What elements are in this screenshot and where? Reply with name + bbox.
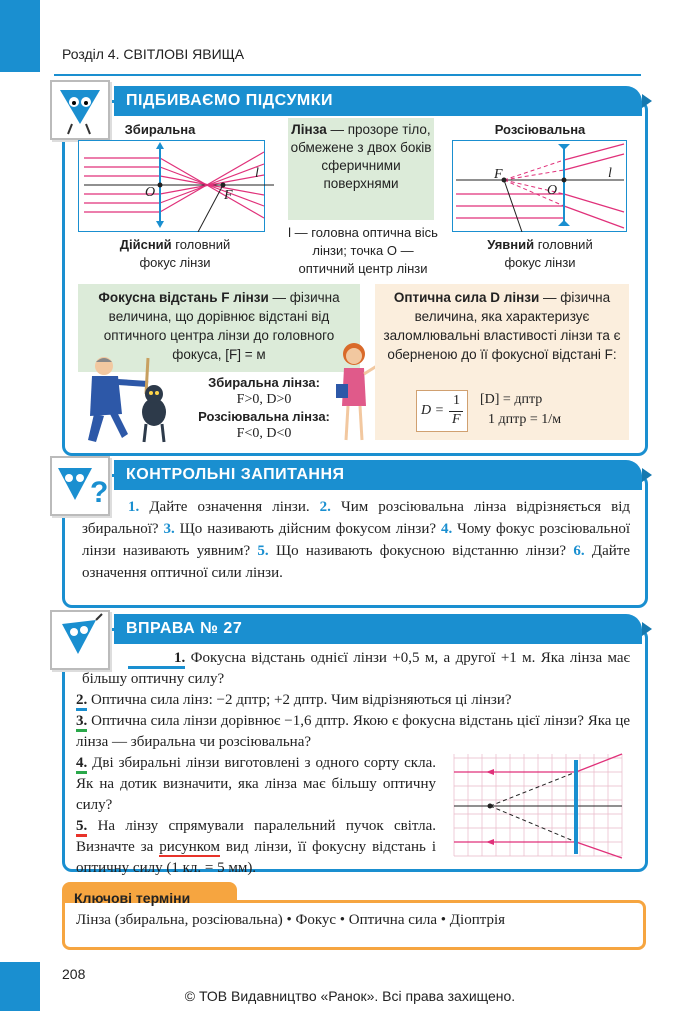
exercise-lens-figure [446, 750, 630, 860]
key-terms-title: Ключові терміни [74, 890, 191, 906]
exercise-4: 4. Дві збиральні лінзи виготовлені з одного сорту скла. Як на дотик визначити, яка лінза має більшу оптичну силу? [76, 755, 436, 813]
questions-title: КОНТРОЛЬНІ ЗАПИТАННЯ [114, 460, 642, 490]
exercise-3: 3. Оптична сила лінзи дорівнює −1,6 дптр. Якою є фокусна відстань цієї лінзи? Яка це лінза — збиральна чи розсіювальна? [76, 713, 630, 750]
exercise-5: 5. На лінзу спрямували паралельний пучок світла. Визначте за рисунком вид лінзи, її фокусну відстань і оптичну силу (1 кл. = 5 мм). [76, 818, 436, 876]
virtual-focus-caption: Уявний головний фокус лінзи [487, 237, 593, 270]
exercise-2: 2. Оптична сила лінз: −2 дптр; +2 дптр. Чим відрізняються ці лінзи? [76, 690, 630, 711]
axis-note: l — головна оптична вісь лінзи; точка O — оптичний центр лінзи [288, 225, 438, 276]
header-rule [54, 74, 641, 76]
question-1: 1. Дайте означення лінзи. [128, 499, 310, 515]
question-2: 2. Чим розсіювальна лінза відрізняється від збиральної? [82, 499, 631, 537]
svg-text:?: ? [90, 476, 108, 509]
summary-title: ПІДБИВАЄМО ПІДСУМКИ [114, 86, 642, 116]
chapter-header: Розділ 4. СВІТЛОВІ ЯВИЩА [62, 46, 245, 62]
focal-distance-box: Фокусна відстань F лінзи — фізична величина, що дорівнює відстані від оптичного центра лінзи до головного фокуса, [F] = м [78, 284, 360, 372]
diverging-lens-diagram [452, 140, 632, 232]
question-3: 3. Що називають дійсним фокусом лінзи? [163, 521, 437, 537]
questions-list [82, 496, 630, 584]
question-4: 4. Чому фокус розсіювальної лінзи називають уявним? [82, 521, 631, 559]
question-6: 6. Дайте означення оптичної сили лінзи. [82, 543, 631, 581]
copyright: © ТОВ Видавництво «Ранок». Всі права захищено. [184, 988, 516, 1004]
question-5: 5. Що називають фокусною відстанню лінзи? [257, 543, 567, 559]
real-focus-caption: Дійсний головний фокус лінзи [119, 237, 231, 270]
left-strip-bottom [0, 962, 40, 1011]
diverging-label: Розсіювальна [494, 122, 586, 137]
mascot-icon [50, 80, 110, 140]
exercise-title: ВПРАВА № 27 [114, 614, 642, 644]
power-units: [D] = дптр 1 дптр = 1/м [480, 392, 562, 427]
conv-O: O [145, 185, 156, 200]
left-strip-top [0, 0, 40, 72]
optical-power-text: Оптична сила D лінзи — фізична величина, яка характеризує заломлювальні властивості лінзи та є оберненою до її фокусної відстані F: [383, 290, 621, 362]
teacher-illustration [82, 354, 192, 446]
conv-F: F [224, 188, 233, 203]
figure-link[interactable]: рисунком [159, 839, 220, 855]
power-formula: D = 1 F [416, 390, 468, 432]
exercise-1: 1. Фокусна відстань однієї лінзи +0,5 м, а другої +1 м. Яка лінза має більшу оптичну силу? [82, 650, 630, 687]
page-number: 208 [62, 966, 86, 982]
lens-definition: Лінза — прозоре тіло, обмежене з двох боків сферичними поверхнями [288, 118, 434, 220]
conv-l: l [255, 166, 259, 181]
converging-lens-diagram [78, 140, 278, 232]
div-O: O [547, 183, 558, 198]
div-l: l [608, 166, 612, 181]
div-F: F [494, 167, 503, 182]
key-terms-text: Лінза (збиральна, розсіювальна) • Фокус • Оптична сила • Діоптрія [76, 912, 506, 928]
sign-conditions: Збиральна лінза: F>0, D>0 Розсіювальна лінза: F<0, D<0 [198, 375, 330, 441]
converging-label: Збиральна [124, 122, 196, 137]
